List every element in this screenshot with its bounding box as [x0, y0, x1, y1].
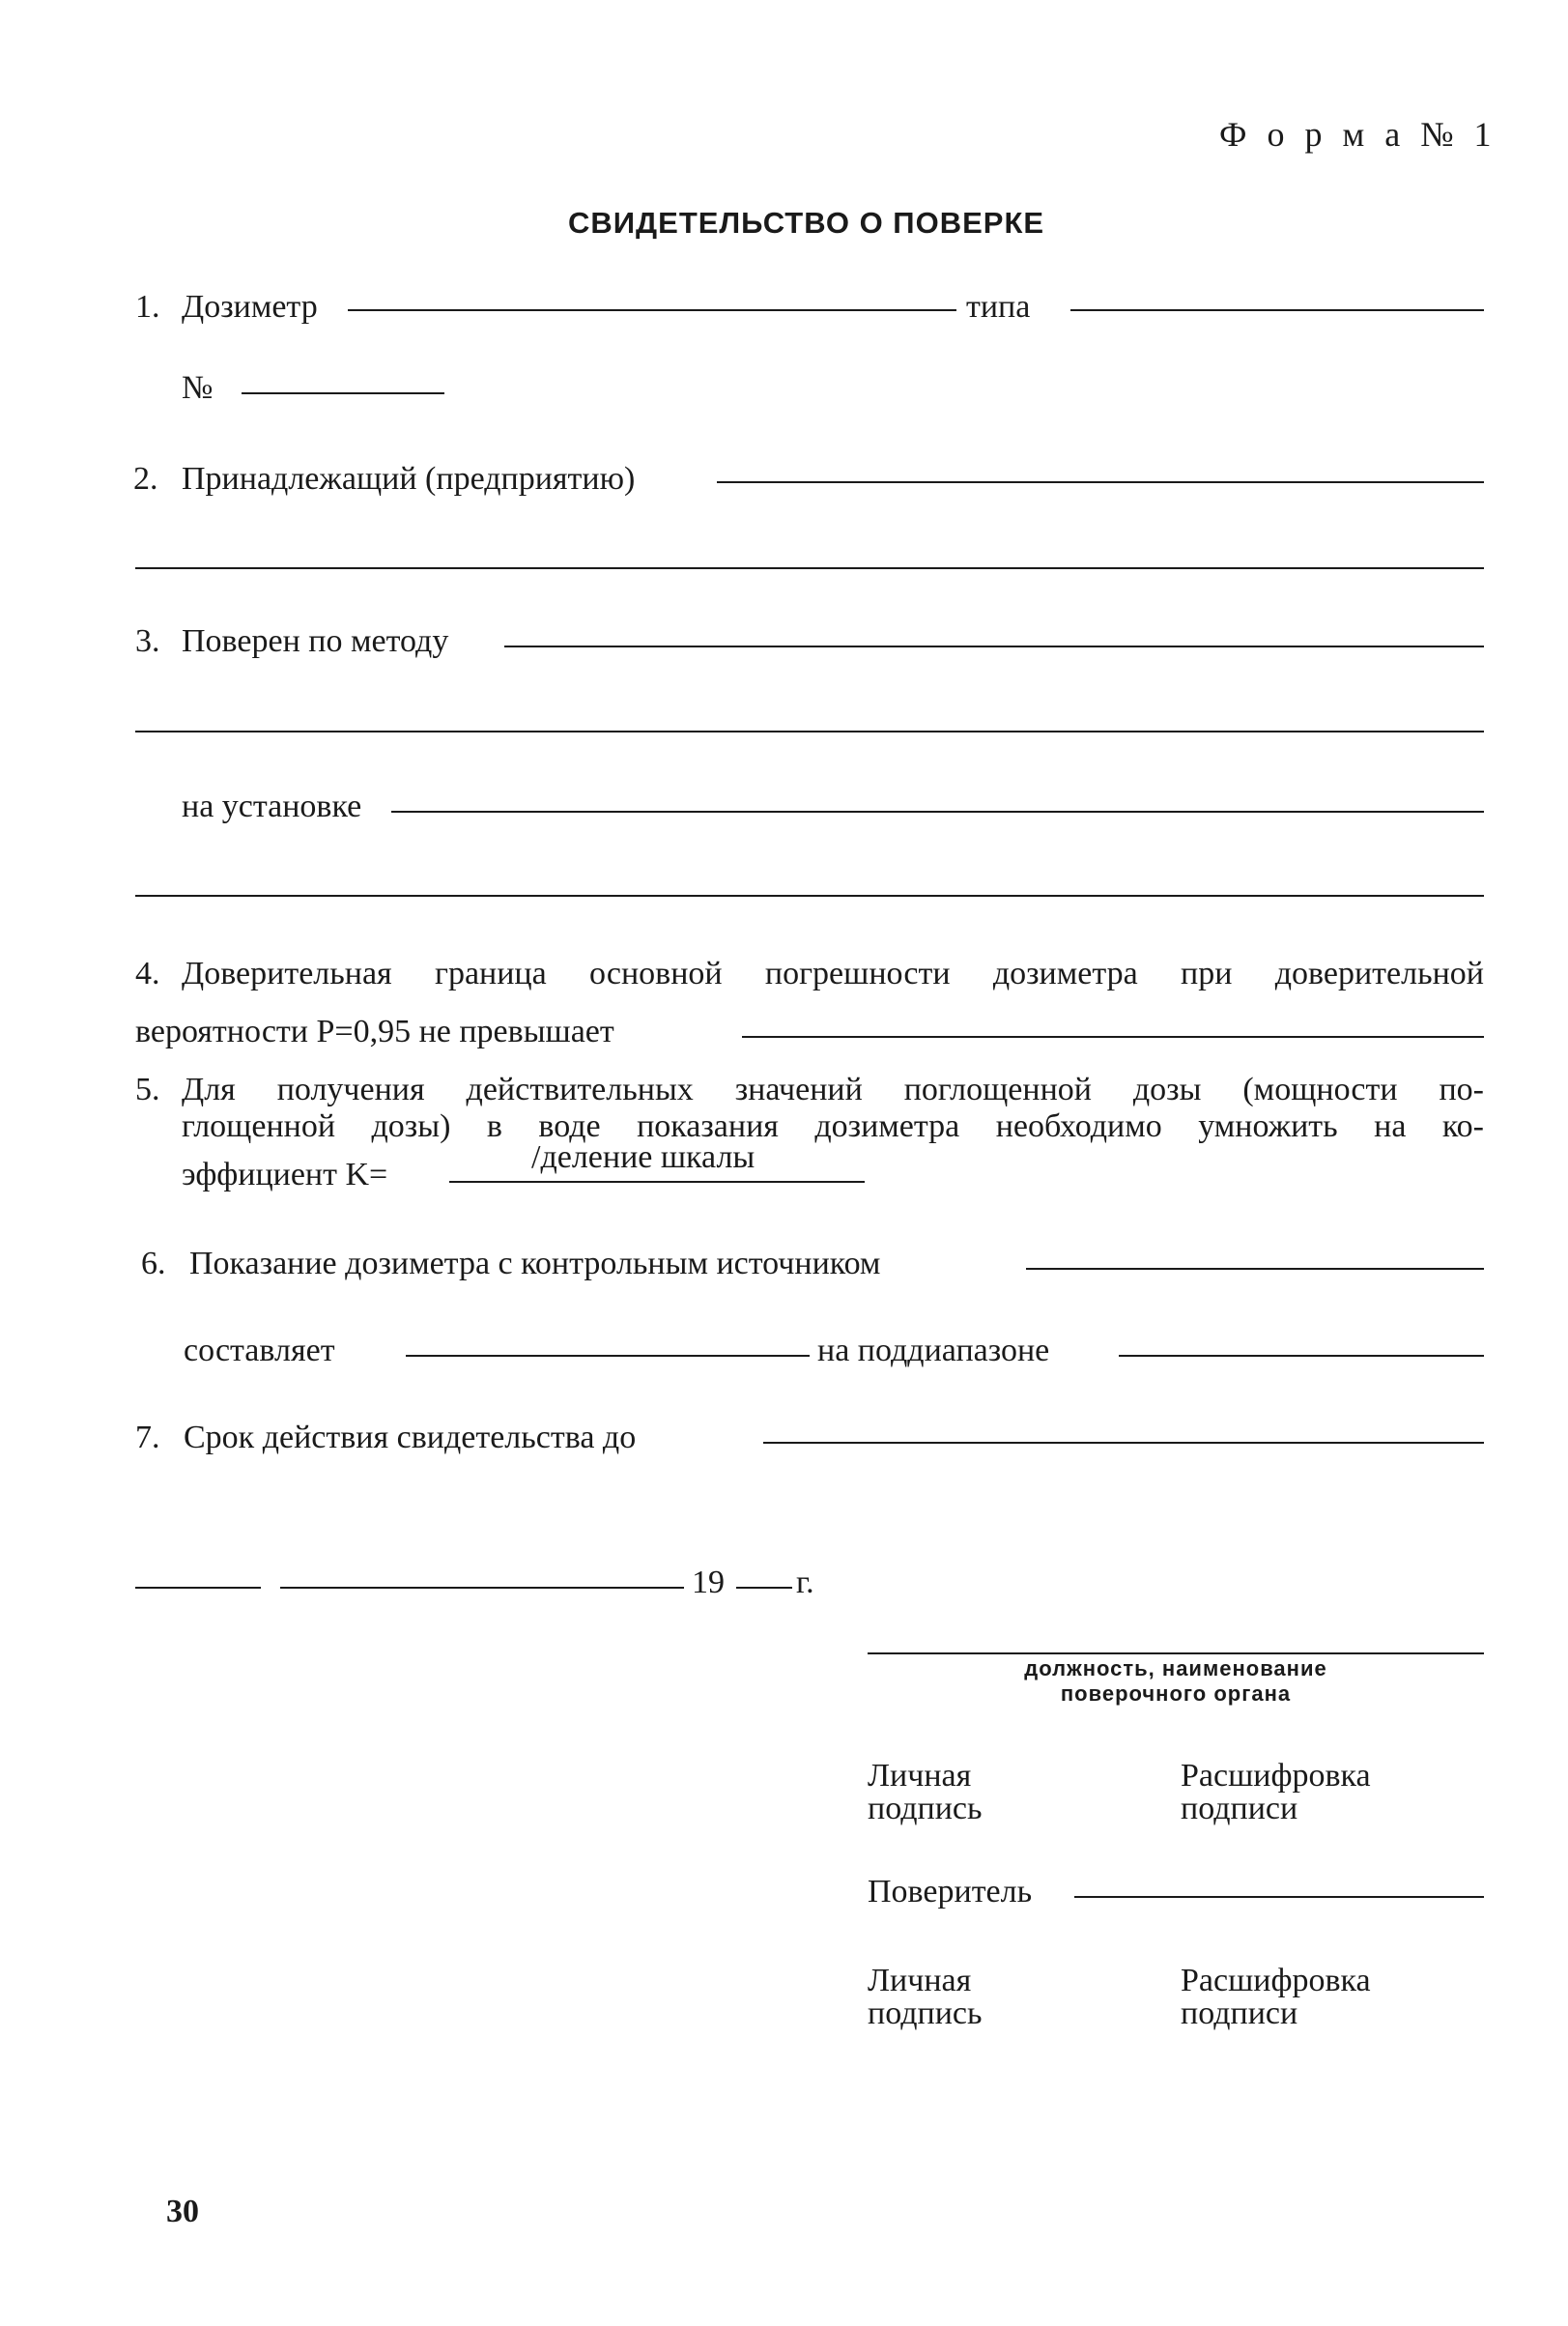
- dosimeter-type-field[interactable]: [1070, 309, 1484, 311]
- coefficient-field[interactable]: [449, 1181, 865, 1183]
- item3-number: 3.: [135, 623, 160, 659]
- authority-field[interactable]: [868, 1652, 1484, 1654]
- subrange-label: на поддиапазоне: [817, 1333, 1050, 1368]
- form-number: Ф о р м а № 1: [1219, 115, 1497, 154]
- personal-signature-1-line2: подпись: [868, 1791, 983, 1826]
- dosimeter-name-field[interactable]: [348, 309, 956, 311]
- subrange-field[interactable]: [1119, 1355, 1484, 1357]
- signature-decode-1-line1: Расшифровка: [1181, 1758, 1371, 1794]
- setup-label: на установке: [182, 789, 362, 824]
- amount-label: составляет: [184, 1333, 335, 1368]
- personal-signature-2-line1: Личная: [868, 1963, 972, 1998]
- amount-field[interactable]: [406, 1355, 810, 1357]
- method-field[interactable]: [504, 646, 1484, 647]
- item5-text-line1: Для получения действительных значений поглощенной дозы (мощности по-: [182, 1072, 1484, 1107]
- item1-label: Дозиметр: [182, 289, 318, 325]
- item3-label: Поверен по методу: [182, 623, 449, 659]
- item7-label: Срок действия свидетельства до: [184, 1420, 637, 1455]
- date-year-prefix: 19: [692, 1565, 725, 1600]
- setup-field-continuation[interactable]: [135, 895, 1484, 897]
- item4-text-line2: вероятности P=0,95 не превышает: [135, 1014, 614, 1049]
- authority-caption-line1: должность, наименование: [1024, 1656, 1327, 1680]
- item6-label: Показание дозиметра с контрольным источником: [189, 1246, 881, 1281]
- control-source-reading-field[interactable]: [1026, 1268, 1484, 1270]
- item5-text-line3: эффициент K=: [182, 1157, 388, 1192]
- personal-signature-2-line2: подпись: [868, 1996, 983, 2031]
- item7-number: 7.: [135, 1420, 160, 1455]
- item4-text-line1: Доверительная граница основной погрешности дозиметра при доверительной: [182, 956, 1484, 991]
- item5-number: 5.: [135, 1072, 160, 1107]
- date-month-field[interactable]: [280, 1587, 684, 1589]
- item2-number: 2.: [133, 461, 158, 497]
- item2-label: Принадлежащий (предприятию): [182, 461, 636, 497]
- owner-field-continuation[interactable]: [135, 567, 1484, 569]
- authority-caption-line2: поверочного органа: [1060, 1681, 1292, 1706]
- page-number: 30: [166, 2194, 199, 2229]
- item1-type-label: типа: [966, 289, 1031, 325]
- date-day-field[interactable]: [135, 1587, 261, 1589]
- document-title: СВИДЕТЕЛЬСТВО О ПОВЕРКЕ: [568, 206, 1045, 240]
- validity-date-field[interactable]: [763, 1442, 1484, 1444]
- owner-field[interactable]: [717, 481, 1484, 483]
- item4-number: 4.: [135, 956, 160, 991]
- serial-number-field[interactable]: [242, 392, 444, 394]
- verifier-field[interactable]: [1074, 1896, 1484, 1898]
- personal-signature-1-line1: Личная: [868, 1758, 972, 1794]
- signature-decode-2-line2: подписи: [1181, 1996, 1298, 2031]
- error-limit-field[interactable]: [742, 1036, 1484, 1038]
- verifier-label: Поверитель: [868, 1874, 1033, 1910]
- setup-field[interactable]: [391, 811, 1484, 813]
- item5-text-line2: глощенной дозы) в воде показания дозиметра необходимо умножить на ко-: [182, 1108, 1484, 1144]
- item1-number: 1.: [135, 289, 160, 325]
- signature-decode-1-line2: подписи: [1181, 1791, 1298, 1826]
- date-year-suffix: г.: [796, 1565, 814, 1600]
- item6-number: 6.: [141, 1246, 166, 1281]
- method-field-continuation[interactable]: [135, 731, 1484, 732]
- serial-number-label: №: [182, 370, 214, 406]
- signature-decode-2-line1: Расшифровка: [1181, 1963, 1371, 1998]
- coefficient-unit: /деление шкалы: [531, 1139, 755, 1175]
- date-year-field[interactable]: [736, 1587, 792, 1589]
